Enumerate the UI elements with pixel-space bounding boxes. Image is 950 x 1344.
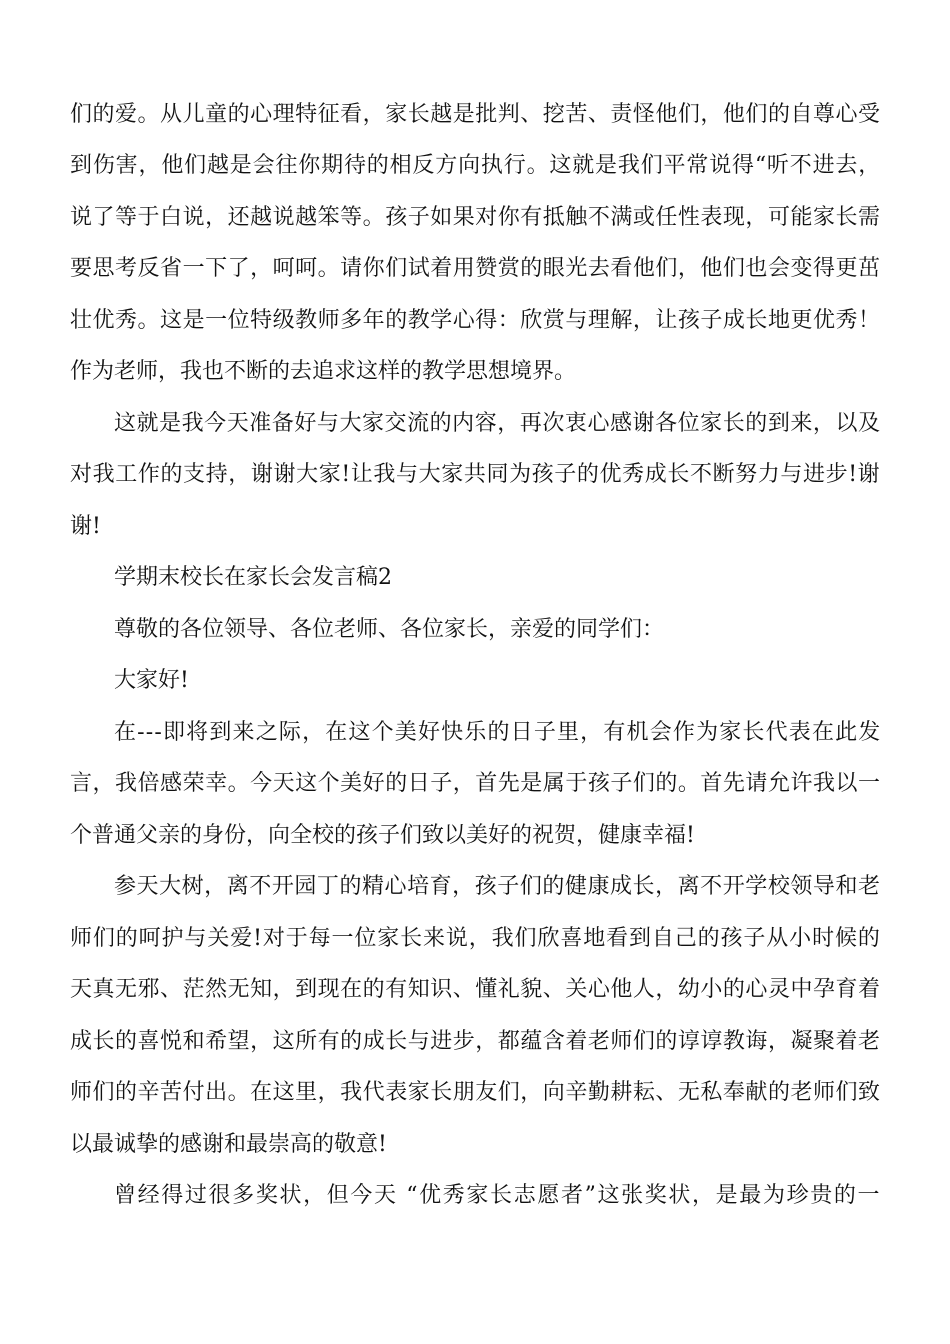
paragraph-2-line-2: 对我工作的支持，谢谢大家!让我与大家共同为孩子的优秀成长不断努力与进步!谢 (70, 462, 881, 487)
paragraph-2-line-1: 这就是我今天准备好与大家交流的内容，再次衷心感谢各位家长的到来，以及 (114, 411, 881, 436)
paragraph-1-line-3: 说了等于白说，还越说越笨等。孩子如果对你有抵触不满或任性表现，可能家长需 (70, 205, 881, 230)
paragraph-8-line-1: 曾经得过很多奖状，但今天 “优秀家长志愿者”这张奖状，是最为珍贵的一 (114, 1183, 882, 1208)
paragraph-1-line-4: 要思考反省一下了，呵呵。请你们试着用赞赏的眼光去看他们，他们也会变得更茁 (70, 256, 881, 281)
salutation: 尊敬的各位领导、各位老师、各位家长，亲爱的同学们： (114, 617, 665, 642)
paragraph-6-line-3: 个普通父亲的身份，向全校的孩子们致以美好的祝贺，健康幸福! (70, 823, 695, 848)
section-heading: 学期末校长在家长会发言稿2 (114, 565, 392, 590)
paragraph-1-line-5: 壮优秀。这是一位特级教师多年的教学心得：欣赏与理解，让孩子成长地更优秀！ (70, 308, 881, 333)
paragraph-6-line-2: 言，我倍感荣幸。今天这个美好的日子，首先是属于孩子们的。首先请允许我以一 (70, 771, 881, 796)
paragraph-7-line-2: 师们的呵护与关爱!对于每一位家长来说，我们欣喜地看到自己的孩子从小时候的 (70, 926, 881, 951)
paragraph-7-line-3: 天真无邪、茫然无知，到现在的有知识、懂礼貌、关心他人，幼小的心灵中孕育着 (70, 977, 881, 1002)
paragraph-6-line-1: 在---即将到来之际，在这个美好快乐的日子里，有机会作为家长代表在此发 (114, 720, 882, 745)
greeting: 大家好! (114, 668, 189, 693)
paragraph-7-line-1: 参天大树，离不开园丁的精心培育，孩子们的健康成长，离不开学校领导和老 (114, 874, 881, 899)
paragraph-7-line-4: 成长的喜悦和希望，这所有的成长与进步，都蕴含着老师们的谆谆教诲，凝聚着老 (70, 1029, 881, 1054)
paragraph-1-line-1: 们的爱。从儿童的心理特征看，家长越是批判、挖苦、责怪他们，他们的自尊心受 (70, 102, 881, 127)
paragraph-1-line-6: 作为老师，我也不断的去追求这样的教学思想境界。 (70, 359, 577, 384)
paragraph-7-line-6: 以最诚挚的感谢和最崇高的敬意! (70, 1132, 387, 1157)
paragraph-1-line-2: 到伤害，他们越是会往你期待的相反方向执行。这就是我们平常说得“听不进去， (70, 153, 882, 178)
paragraph-2-line-3: 谢! (70, 514, 101, 539)
paragraph-7-line-5: 师们的辛苦付出。在这里，我代表家长朋友们，向辛勤耕耘、无私奉献的老师们致 (70, 1080, 881, 1105)
